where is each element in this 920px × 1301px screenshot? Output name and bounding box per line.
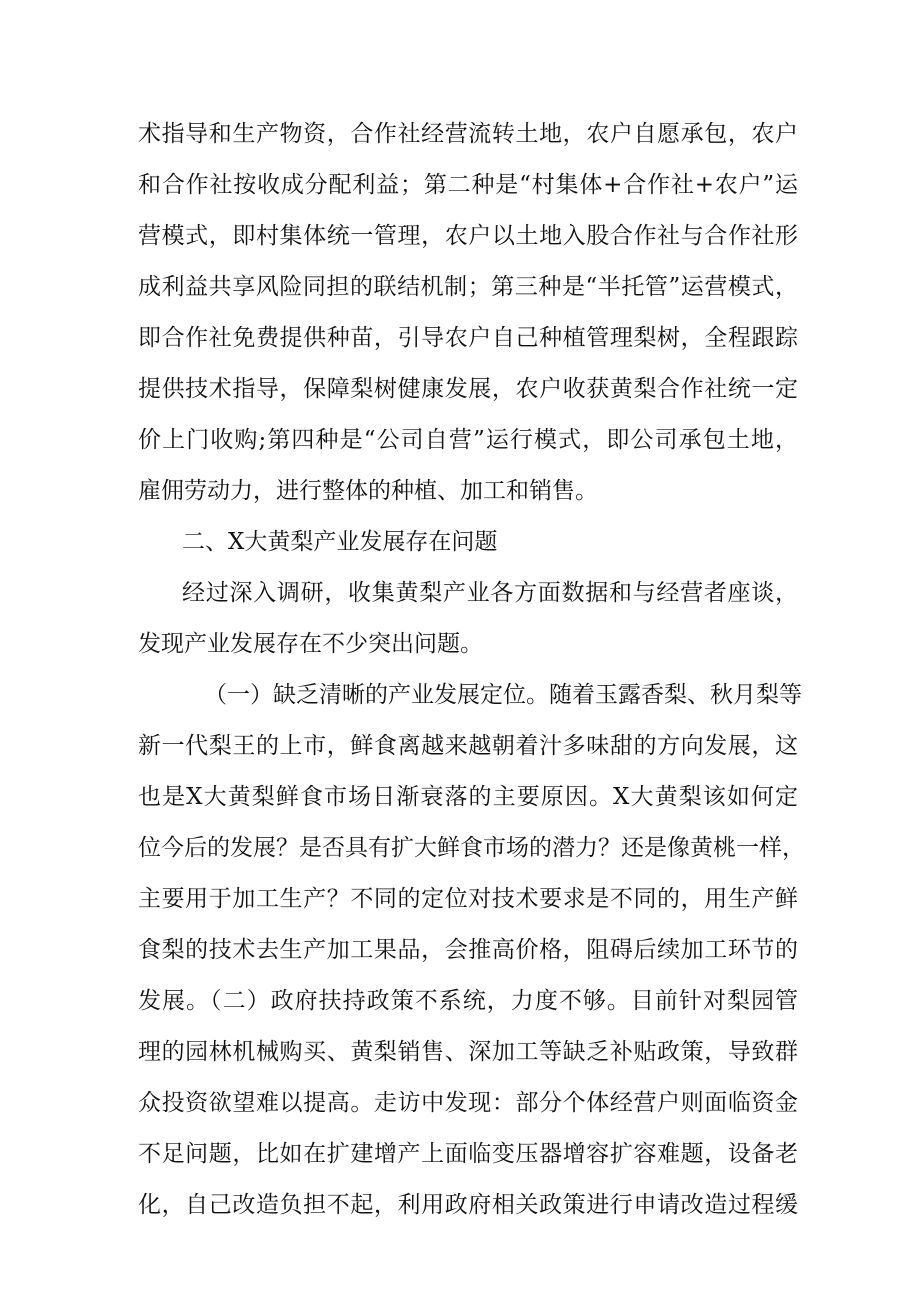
body-text-line: 价上门收购;第四种是“公司自营”运行模式，即公司承包土地， [138,427,798,453]
body-text-line: 众投资欲望难以提高。走访中发现：部分个体经营户则面临资金 [138,1090,798,1116]
body-text-line: 主要用于加工生产？不同的定位对技术要求是不同的，用生产鲜 [138,886,798,912]
body-text-line: 新一代梨王的上市，鲜食离越来越朝着汁多味甜的方向发展，这 [138,733,798,759]
section-heading: 二、X大黄梨产业发展存在问题 [182,529,498,555]
body-text-line: 理的园林机械购买、黄梨销售、深加工等缺乏补贴政策，导致群 [138,1039,798,1065]
body-text-line: 也是X大黄梨鲜食市场日渐衰落的主要原因。X大黄梨该如何定 [138,784,798,810]
body-text-line: 不足问题，比如在扩建增产上面临变压器增容扩容难题，设备老 [138,1141,798,1167]
body-text-line: 提供技术指导，保障梨树健康发展，农户收获黄梨合作社统一定 [138,376,798,402]
body-text-line: 术指导和生产物资，合作社经营流转土地，农户自愿承包，农户 [138,121,798,147]
body-text-line: 营模式，即村集体统一管理，农户以土地入股合作社与合作社形 [138,223,798,249]
body-text-line: 即合作社免费提供种苗，引导农户自己种植管理梨树，全程跟踪 [138,325,798,351]
body-text-line: 经过深入调研，收集黄梨产业各方面数据和与经营者座谈， [182,580,798,606]
body-text-line: （一）缺乏清晰的产业发展定位。随着玉露香梨、秋月梨等 [204,682,802,708]
body-text-line: 雇佣劳动力，进行整体的种植、加工和销售。 [138,478,598,504]
body-text-line: 成利益共享风险同担的联结机制；第三种是“半托管”运营模式， [138,274,798,300]
body-text-line: 食梨的技术去生产加工果品，会推高价格，阻碍后续加工环节的 [138,937,798,963]
body-text-line: 化，自己改造负担不起，利用政府相关政策进行申请改造过程缓 [138,1192,798,1218]
body-text-line: 发展。（二）政府扶持政策不系统，力度不够。目前针对梨园管 [138,988,798,1014]
body-text-line: 和合作社按收成分配利益；第二种是“村集体+合作社+农户”运 [138,172,798,198]
body-text-line: 位今后的发展？是否具有扩大鲜食市场的潜力？还是像黄桃一样， [138,835,805,861]
body-text-line: 发现产业发展存在不少突出问题。 [138,631,483,657]
